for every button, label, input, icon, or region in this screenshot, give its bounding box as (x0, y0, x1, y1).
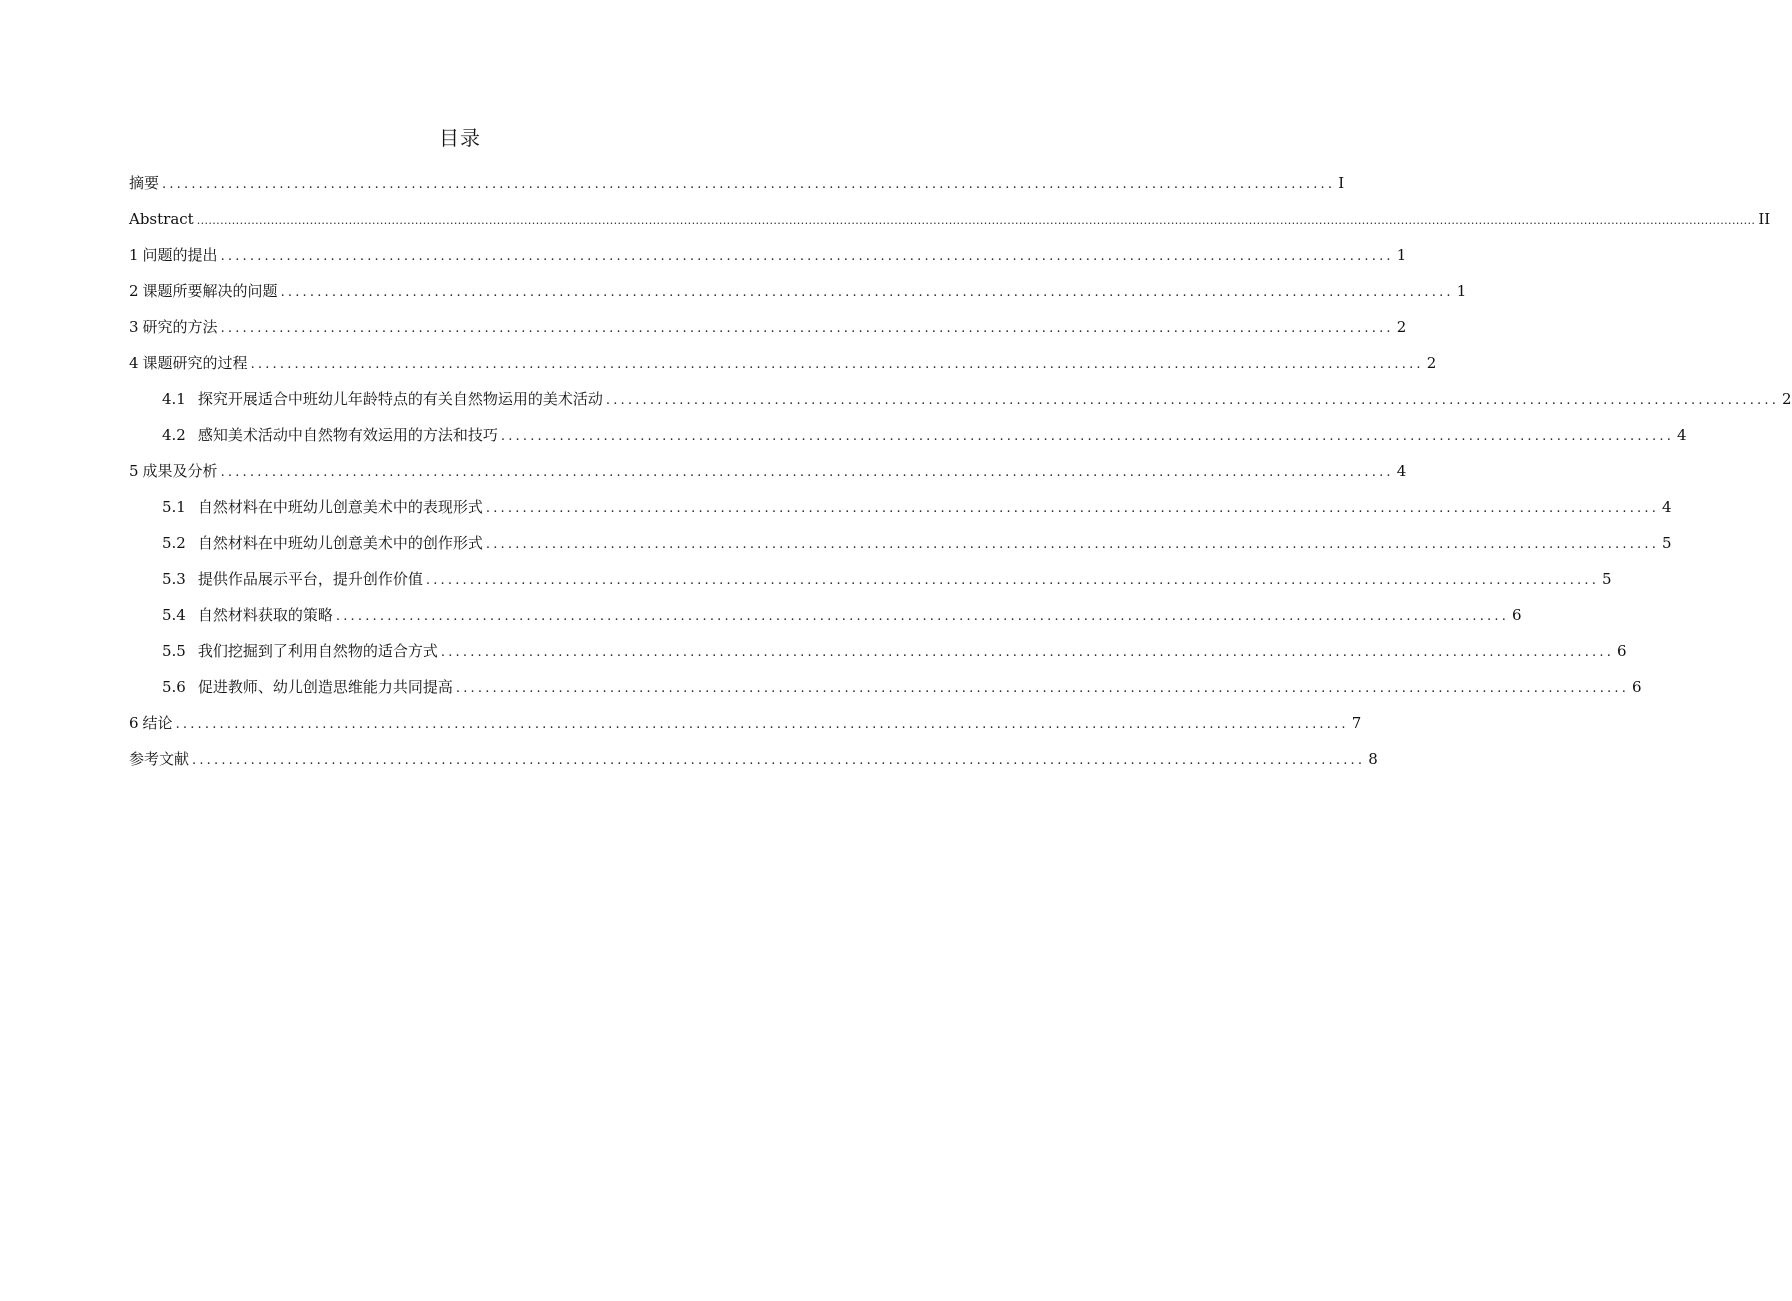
toc-leader-dots: ................................................................................................................................................................ (220, 465, 1394, 480)
toc-entry-number: 6 (129, 714, 139, 732)
toc-entry[interactable] (129, 168, 1345, 204)
toc-entry[interactable] (129, 708, 1362, 744)
toc-entry-label: 结论 (142, 714, 173, 732)
toc-entry-label: 自然材料获取的策略 (197, 606, 333, 624)
toc-leader-dots: ................................................................................................................................................................ (220, 321, 1394, 336)
toc-entry[interactable] (129, 312, 1407, 348)
toc-leader-dots: ................................................................................................................................................................ (485, 537, 1660, 552)
toc-leader-dots: ................................................................................................................................................................ (335, 609, 1510, 624)
toc-entry-page: 1 (1396, 246, 1407, 264)
toc-entry-label: 课题研究的过程 (142, 354, 248, 372)
toc-entry-number: 4 (129, 354, 139, 372)
toc-entry[interactable] (129, 456, 1407, 492)
toc-entry-page: 4 (1662, 498, 1672, 516)
toc-entry-label: 摘要 (129, 174, 160, 192)
toc-entry-number: 2 (129, 282, 139, 300)
toc-subentry[interactable] (129, 564, 1612, 600)
toc-leader-dots: ................................................................................................................................................................ (250, 357, 1424, 372)
toc-entry-label: 成果及分析 (142, 462, 218, 480)
toc-entry-page: 6 (1512, 606, 1522, 624)
toc-entry-label: 探究开展适合中班幼儿年龄特点的有关自然物运用的美术活动 (197, 390, 603, 408)
toc-entry-page: I (1338, 174, 1345, 192)
toc-leader-dots: ................................................................................................................................................................ (500, 429, 1675, 444)
toc-entry-label: 研究的方法 (142, 318, 218, 336)
toc-entry-label: 自然材料在中班幼儿创意美术中的表现形式 (197, 498, 483, 516)
toc-title: 目录 (439, 126, 481, 150)
toc-entry[interactable] (129, 240, 1407, 276)
toc-entry[interactable] (129, 744, 1378, 780)
toc-entry-label: 参考文献 (129, 750, 190, 768)
toc-entry-number: 5.5 (162, 642, 186, 660)
toc-entry-page: 1 (1456, 282, 1467, 300)
toc-entry[interactable] (129, 276, 1467, 312)
toc-entry-page: 5 (1602, 570, 1612, 588)
toc-entry-label: 自然材料在中班幼儿创意美术中的创作形式 (197, 534, 483, 552)
toc-entry-number: 4.1 (162, 390, 186, 408)
toc-entry-page: 6 (1632, 678, 1642, 696)
toc-subentry[interactable] (129, 672, 1642, 708)
toc-leader-dots: ................................................................................................................................................................ (605, 393, 1780, 408)
toc-entry-number: 5.2 (162, 534, 186, 552)
toc-entry-page: 2 (1396, 318, 1407, 336)
toc-entry[interactable] (129, 348, 1437, 384)
toc-subentry[interactable] (129, 492, 1672, 528)
toc-subentry[interactable] (129, 384, 1792, 420)
toc-entry-number: 5.6 (162, 678, 186, 696)
toc-leader-dots: ................................................................................................................................................................ (175, 717, 1349, 732)
toc-entry-page: 4 (1396, 462, 1407, 480)
toc-entry-page: 2 (1782, 390, 1792, 408)
toc-leader-dots: ................................................................................................................................................................ (220, 249, 1394, 264)
toc-subentry[interactable] (129, 420, 1687, 456)
toc-entry-label: 促进教师、幼儿创造思维能力共同提高 (197, 678, 453, 696)
toc-leader-dots: ................................................................................................................................................................................................................................................................................................................................................................................................................ (196, 214, 1756, 227)
toc-entry-label: 课题所要解决的问题 (142, 282, 278, 300)
toc-entry-page: 8 (1368, 750, 1378, 768)
toc-entry-page: 4 (1677, 426, 1687, 444)
toc-leader-dots: ................................................................................................................................................................ (455, 681, 1630, 696)
toc-entry-label: 感知美术活动中自然物有效运用的方法和技巧 (197, 426, 498, 444)
toc-entry-number: 1 (129, 246, 139, 264)
toc-entry-number: 3 (129, 318, 139, 336)
toc-leader-dots: ................................................................................................................................................................ (425, 573, 1600, 588)
toc-entry-number: 5 (129, 462, 139, 480)
toc-entry-page: 2 (1426, 354, 1437, 372)
toc-entry-label: 我们挖掘到了利用自然物的适合方式 (197, 642, 438, 660)
toc-leader-dots: ................................................................................................................................................................ (485, 501, 1660, 516)
toc-entry-label: 提供作品展示平台，提升创作价值 (197, 570, 423, 588)
toc-leader-dots: ................................................................................................................................................................ (192, 753, 1366, 768)
toc-entry-number: 5.4 (162, 606, 186, 624)
toc-subentry[interactable] (129, 528, 1672, 564)
toc-entry-page: 5 (1662, 534, 1672, 552)
toc-list (129, 168, 1792, 780)
toc-leader-dots: ................................................................................................................................................................ (280, 285, 1454, 300)
toc-entry-page: 6 (1617, 642, 1627, 660)
toc-entry-page: 7 (1351, 714, 1362, 732)
toc-subentry[interactable] (129, 636, 1627, 672)
toc-entry-label: 问题的提出 (142, 246, 218, 264)
toc-entry-number: 5.3 (162, 570, 186, 588)
toc-leader-dots: ................................................................................................................................................................ (162, 177, 1336, 192)
toc-entry-label: Abstract (129, 210, 194, 228)
toc-subentry[interactable] (129, 600, 1522, 636)
toc-entry[interactable] (129, 204, 1771, 240)
toc-leader-dots: ................................................................................................................................................................ (440, 645, 1615, 660)
toc-entry-number: 4.2 (162, 426, 186, 444)
toc-entry-page: II (1758, 210, 1771, 228)
toc-entry-number: 5.1 (162, 498, 186, 516)
